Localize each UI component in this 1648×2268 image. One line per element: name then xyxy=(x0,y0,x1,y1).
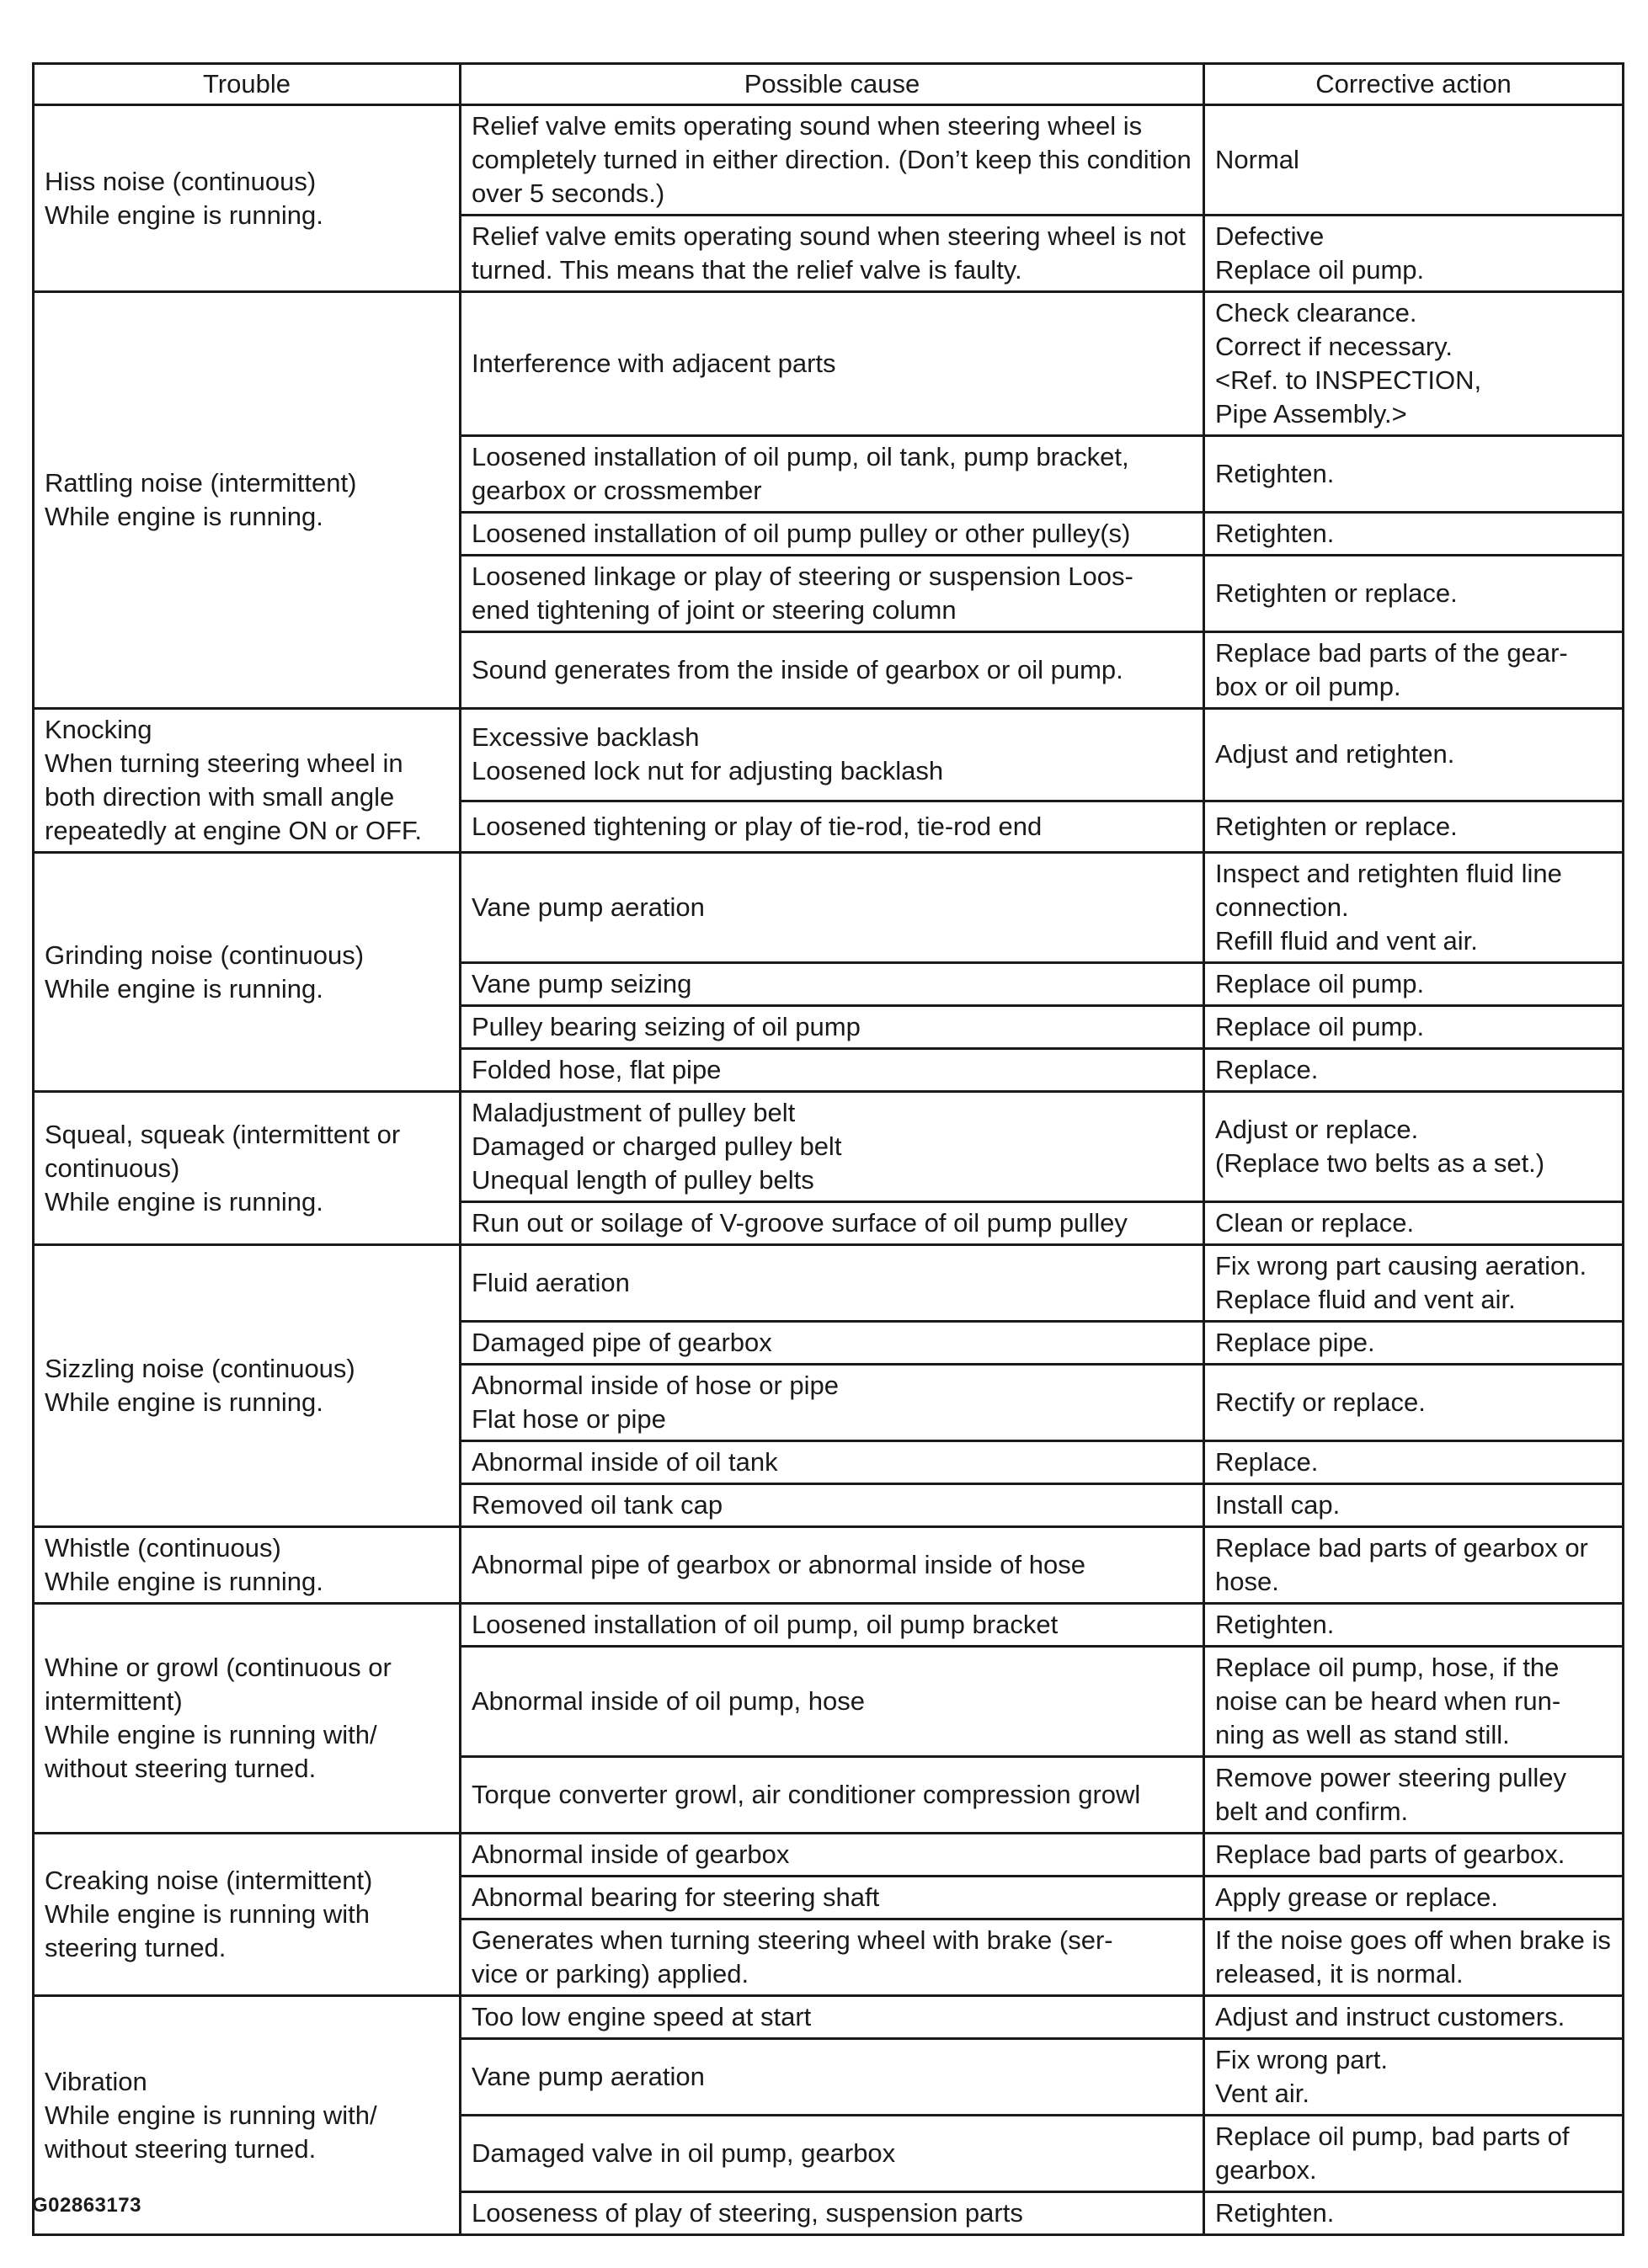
corrective-action-cell: Install cap. xyxy=(1204,1484,1624,1527)
possible-cause-cell: Looseness of play of steering, suspension parts xyxy=(461,2192,1204,2235)
trouble-cell: Creaking noise (intermittent) While engine is running with steering turned. xyxy=(34,1834,461,1996)
possible-cause-cell: Too low engine speed at start xyxy=(461,1996,1204,2039)
possible-cause-cell: Abnormal inside of oil pump, hose xyxy=(461,1647,1204,1757)
corrective-action-cell: Retighten. xyxy=(1204,436,1624,513)
possible-cause-cell: Abnormal bearing for steering shaft xyxy=(461,1877,1204,1919)
corrective-action-cell: Check clearance. Correct if necessary. <Ref. to INSPECTION, Pipe Assembly.> xyxy=(1204,292,1624,436)
corrective-action-cell: Replace oil pump. xyxy=(1204,963,1624,1006)
table-row xyxy=(34,105,1624,216)
corrective-action-cell: Fix wrong part causing aeration. Replace fluid and vent air. xyxy=(1204,1245,1624,1322)
possible-cause-cell: Damaged valve in oil pump, gearbox xyxy=(461,2116,1204,2192)
corrective-action-cell: Replace bad parts of gearbox or hose. xyxy=(1204,1527,1624,1604)
possible-cause-cell: Vane pump aeration xyxy=(461,2039,1204,2116)
possible-cause-cell: Folded hose, flat pipe xyxy=(461,1049,1204,1092)
corrective-action-cell: Remove power steering pulley belt and confirm. xyxy=(1204,1757,1624,1834)
possible-cause-cell: Loosened tightening or play of tie-rod, tie-rod end xyxy=(461,801,1204,852)
troubleshooting-table xyxy=(32,62,1624,2236)
table-body xyxy=(34,105,1624,2235)
table-row xyxy=(34,1245,1624,1322)
trouble-cell: Hiss noise (continuous) While engine is running. xyxy=(34,105,461,292)
possible-cause-cell: Damaged pipe of gearbox xyxy=(461,1322,1204,1365)
corrective-action-cell: Defective Replace oil pump. xyxy=(1204,216,1624,292)
trouble-cell: Knocking When turning steering wheel in both direction with small angle repeatedly at engine ON or OFF. xyxy=(34,709,461,853)
trouble-cell: Rattling noise (intermittent) While engine is running. xyxy=(34,292,461,709)
table-row xyxy=(34,709,1624,801)
corrective-action-cell: Replace oil pump. xyxy=(1204,1006,1624,1049)
possible-cause-cell: Sound generates from the inside of gearbox or oil pump. xyxy=(461,632,1204,709)
corrective-action-cell: Retighten or replace. xyxy=(1204,556,1624,632)
corrective-action-cell: Replace. xyxy=(1204,1441,1624,1484)
possible-cause-cell: Excessive backlash Loosened lock nut for adjusting backlash xyxy=(461,709,1204,801)
corrective-action-cell: Replace pipe. xyxy=(1204,1322,1624,1365)
corrective-action-cell: Replace bad parts of gearbox. xyxy=(1204,1834,1624,1877)
possible-cause-cell: Generates when turning steering wheel with brake (ser- vice or parking) applied. xyxy=(461,1919,1204,1996)
possible-cause-cell: Run out or soilage of V-groove surface of oil pump pulley xyxy=(461,1202,1204,1245)
corrective-action-cell: Replace oil pump, hose, if the noise can be heard when run- ning as well as stand still. xyxy=(1204,1647,1624,1757)
corrective-action-cell: Replace bad parts of the gear- box or oil pump. xyxy=(1204,632,1624,709)
trouble-cell: Grinding noise (continuous) While engine is running. xyxy=(34,853,461,1092)
table-row xyxy=(34,853,1624,963)
corrective-action-cell: Retighten. xyxy=(1204,2192,1624,2235)
corrective-action-cell: Retighten. xyxy=(1204,513,1624,556)
corrective-action-cell: If the noise goes off when brake is released, it is normal. xyxy=(1204,1919,1624,1996)
possible-cause-cell: Loosened installation of oil pump, oil pump bracket xyxy=(461,1604,1204,1647)
possible-cause-cell: Maladjustment of pulley belt Damaged or charged pulley belt Unequal length of pulley belts xyxy=(461,1092,1204,1202)
corrective-action-cell: Replace oil pump, bad parts of gearbox. xyxy=(1204,2116,1624,2192)
corrective-action-cell: Retighten or replace. xyxy=(1204,801,1624,852)
figure-id: G02863173 xyxy=(32,2194,141,2217)
table-row xyxy=(34,292,1624,436)
corrective-action-cell: Clean or replace. xyxy=(1204,1202,1624,1245)
table-row xyxy=(34,1092,1624,1202)
possible-cause-cell: Vane pump seizing xyxy=(461,963,1204,1006)
corrective-action-cell: Inspect and retighten fluid line connection. Refill fluid and vent air. xyxy=(1204,853,1624,963)
possible-cause-cell: Abnormal inside of gearbox xyxy=(461,1834,1204,1877)
corrective-action-cell: Apply grease or replace. xyxy=(1204,1877,1624,1919)
possible-cause-cell: Abnormal inside of oil tank xyxy=(461,1441,1204,1484)
table-row xyxy=(34,1996,1624,2039)
corrective-action-cell: Adjust and retighten. xyxy=(1204,709,1624,801)
possible-cause-cell: Relief valve emits operating sound when steering wheel is not turned. This means that the relief valve is faulty. xyxy=(461,216,1204,292)
possible-cause-cell: Vane pump aeration xyxy=(461,853,1204,963)
header-row xyxy=(34,64,1624,105)
corrective-action-cell: Replace. xyxy=(1204,1049,1624,1092)
header-corrective-action: Corrective action xyxy=(1204,64,1624,105)
corrective-action-cell: Normal xyxy=(1204,105,1624,216)
corrective-action-cell: Rectify or replace. xyxy=(1204,1365,1624,1441)
possible-cause-cell: Fluid aeration xyxy=(461,1245,1204,1322)
possible-cause-cell: Loosened installation of oil pump pulley or other pulley(s) xyxy=(461,513,1204,556)
table-row xyxy=(34,1834,1624,1877)
trouble-cell: Vibration While engine is running with/ without steering turned. xyxy=(34,1996,461,2235)
header-trouble: Trouble xyxy=(34,64,461,105)
table-row xyxy=(34,1604,1624,1647)
possible-cause-cell: Torque converter growl, air conditioner compression growl xyxy=(461,1757,1204,1834)
possible-cause-cell: Abnormal pipe of gearbox or abnormal inside of hose xyxy=(461,1527,1204,1604)
possible-cause-cell: Abnormal inside of hose or pipe Flat hose or pipe xyxy=(461,1365,1204,1441)
corrective-action-cell: Adjust and instruct customers. xyxy=(1204,1996,1624,2039)
header-possible-cause: Possible cause xyxy=(461,64,1204,105)
possible-cause-cell: Removed oil tank cap xyxy=(461,1484,1204,1527)
corrective-action-cell: Fix wrong part. Vent air. xyxy=(1204,2039,1624,2116)
trouble-cell: Sizzling noise (continuous) While engine is running. xyxy=(34,1245,461,1527)
possible-cause-cell: Loosened installation of oil pump, oil tank, pump bracket, gearbox or crossmember xyxy=(461,436,1204,513)
corrective-action-cell: Retighten. xyxy=(1204,1604,1624,1647)
trouble-cell: Whistle (continuous) While engine is running. xyxy=(34,1527,461,1604)
possible-cause-cell: Loosened linkage or play of steering or suspension Loos- ened tightening of joint or steering column xyxy=(461,556,1204,632)
possible-cause-cell: Relief valve emits operating sound when steering wheel is completely turned in either direction. (Don’t keep this condition over 5 seconds.) xyxy=(461,105,1204,216)
possible-cause-cell: Interference with adjacent parts xyxy=(461,292,1204,436)
trouble-cell: Squeal, squeak (intermittent or continuous) While engine is running. xyxy=(34,1092,461,1245)
corrective-action-cell: Adjust or replace. (Replace two belts as a set.) xyxy=(1204,1092,1624,1202)
table-row xyxy=(34,1527,1624,1604)
trouble-cell: Whine or growl (continuous or intermittent) While engine is running with/ without steering turned. xyxy=(34,1604,461,1834)
possible-cause-cell: Pulley bearing seizing of oil pump xyxy=(461,1006,1204,1049)
